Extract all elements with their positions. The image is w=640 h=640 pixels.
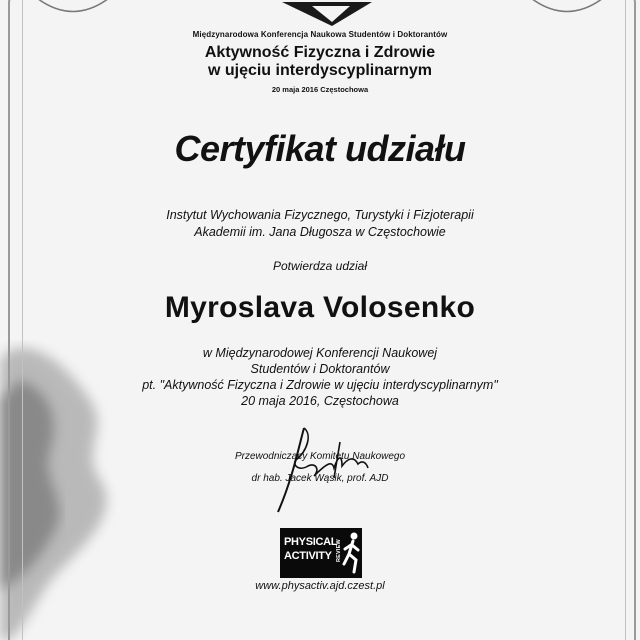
signatory-role: Przewodniczący Komitetu Naukowego — [234, 451, 406, 462]
institute-line-2: Akademii im. Jana Długosza w Częstochowie — [194, 225, 446, 239]
conference-subtitle: Międzynarodowa Konferencja Naukowa Studentów i Doktorantów — [192, 30, 448, 39]
participation-details — [0, 345, 640, 409]
conference-date: 20 maja 2016 Częstochowa — [271, 85, 369, 94]
details-line-4: 20 maja 2016, Częstochowa — [241, 394, 399, 408]
conference-title-line-2: w ujęciu interdyscyplinarnym — [207, 62, 433, 79]
details-line-2: Studentów i Doktorantów — [250, 362, 390, 376]
institute-line-1: Instytut Wychowania Fizycznego, Turystyki i Fizjoterapii — [166, 208, 474, 222]
confirms-participation: Potwierdza udział — [272, 259, 368, 273]
certificate-title: Certyfikat udziału — [174, 128, 466, 169]
corner-ornament-left — [28, 0, 118, 20]
institute-block — [0, 207, 640, 241]
conference-title — [0, 44, 640, 80]
signatory-name: dr hab. Jacek Wąsik, prof. AJD — [251, 473, 389, 484]
corner-ornament-right — [522, 0, 612, 20]
runner-icon — [340, 530, 362, 576]
conference-title-line-1: Aktywność Fizyczna i Zdrowie — [204, 44, 436, 61]
details-line-3: pt. "Aktywność Fizyczna i Zdrowie w ujęciu interdyscyplinarnym" — [142, 378, 498, 392]
website-url: www.physactiv.ajd.czest.pl — [255, 580, 385, 592]
details-line-1: w Międzynarodowej Konferencji Naukowej — [202, 346, 438, 360]
logo-word-activity: ACTIVITY — [284, 550, 332, 562]
participant-name: Myroslava Volosenko — [164, 291, 476, 324]
mountain-logo-icon — [272, 0, 382, 30]
logo-word-physical: PHYSICAL — [284, 536, 338, 548]
physical-activity-review-logo — [280, 528, 362, 578]
signature-mark — [268, 420, 378, 516]
logo-word-review: REVIEW — [336, 539, 342, 562]
